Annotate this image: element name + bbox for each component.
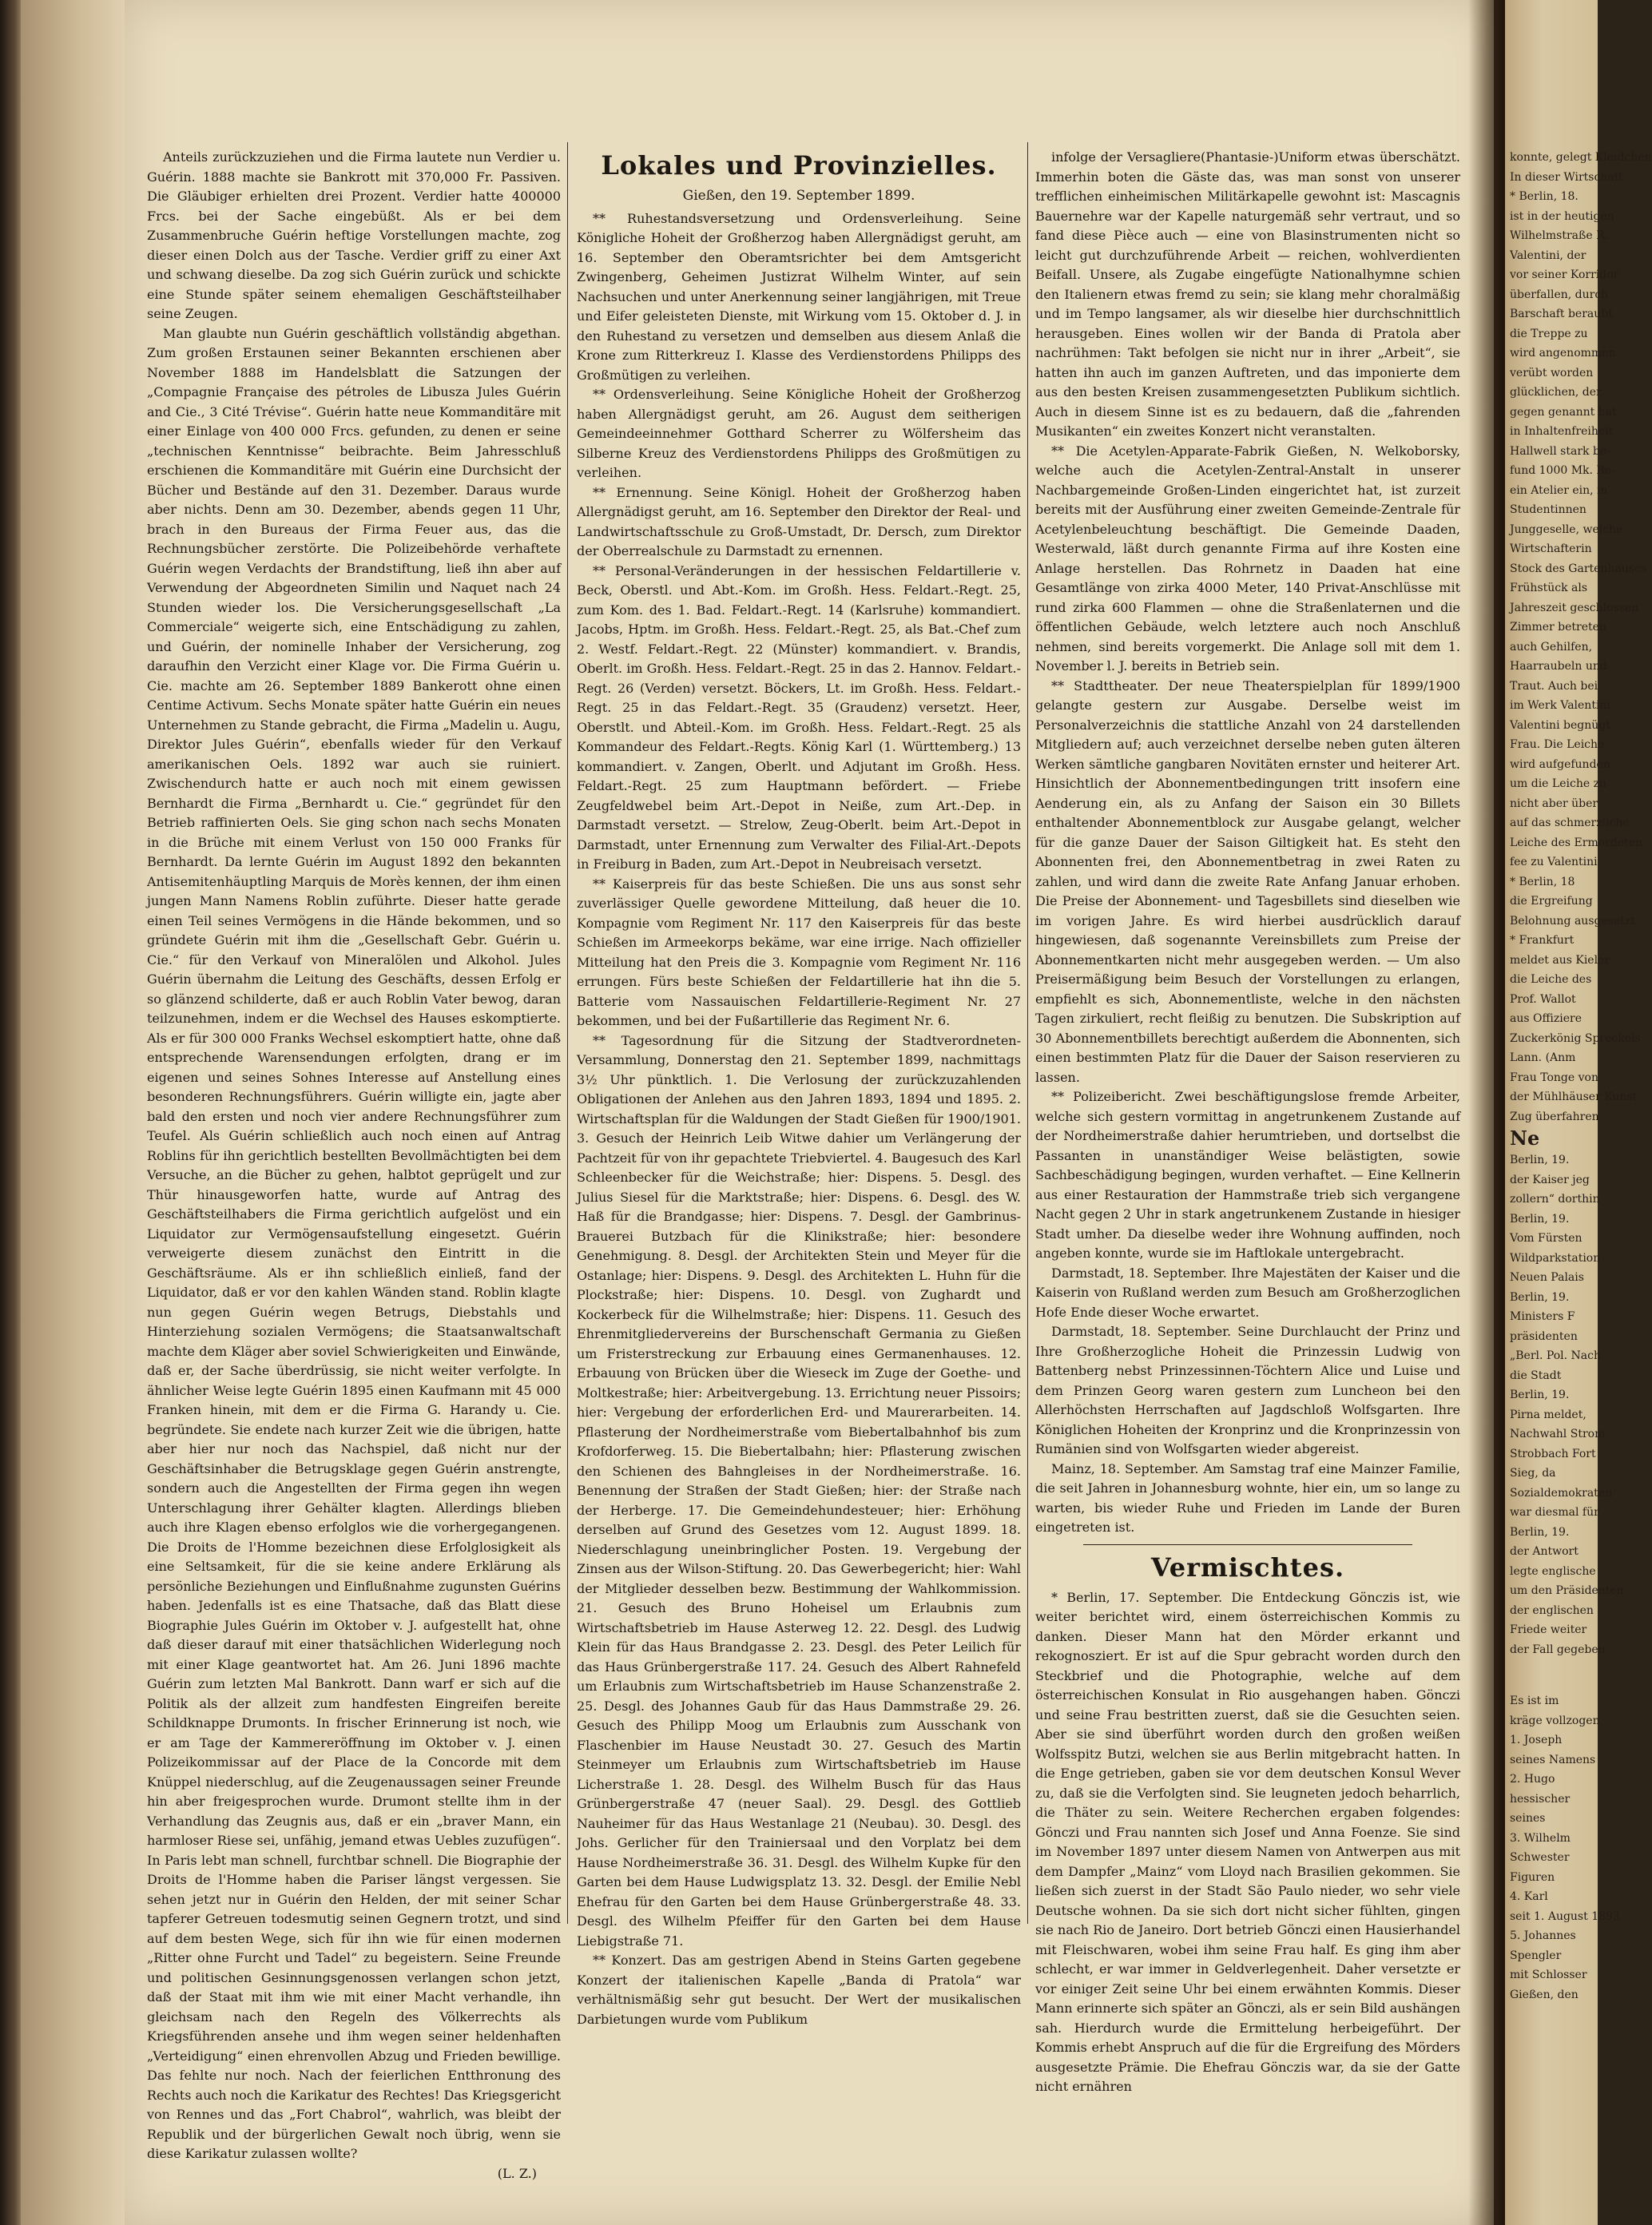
paragraph: Darmstadt, 18. September. Seine Durchlaucht der Prinz und Ihre Großherzogliche Hoheit die Prinzessin Ludwig von Battenberg nebst Prinzessinnen-Töchtern Alice und Luise und dem Prinzen Georg waren gestern zum Luncheon bei den Allerhöchsten Herrschaften auf Jagdschloß Wolfsgarten. Ihre Königlichen Hoheiten der Kronprinz und die Kronprinzessin von Rumänien sind von Wolfsgarten wieder abgereist. xyxy=(1035,1324,1460,1456)
fragment-line: 5. Johannes xyxy=(1510,1929,1576,1942)
fragment-line: mit Schlosser xyxy=(1510,1969,1587,1981)
fragment-line: Barschaft beraubt xyxy=(1510,308,1613,320)
paragraph: ** Polizeibericht. Zwei beschäftigungslose fremde Arbeiter, welche sich gestern vormittag in angetrunkenem Zustande auf der Nordheimerstraße dahier herumtrieben, und dortselbst die Passanten in unanständiger Weise belästigten, sowie Sachbeschädigung begingen, wurden verhaftet. — Eine Kellnerin aus einer Restauration der Hammstraße trieb sich vergangene Nacht gegen 2 Uhr in stark angetrunkenem Zustande in hiesiger Stadt umher. Da dieselbe weder ihre Wohnung auffinden, noch angeben konnte, wurde sie im Haftlokale untergebracht. xyxy=(1035,1089,1460,1261)
fragment-line: Es ist im xyxy=(1510,1695,1559,1707)
fragment-line: Leiche des Ermordeten xyxy=(1510,836,1643,849)
fragment-line: Prof. Wallot xyxy=(1510,992,1576,1006)
paragraph: ** Konzert. Das am gestrigen Abend in Steins Garten gegebene Konzert der italienischen Kapelle „Banda di Pratola“ war verhältnismäßig sehr gut besucht. Der Wert der musikalischen Darbietungen wurde vom Publikum xyxy=(577,1953,1021,2027)
fragment-line: Haarraubeln und xyxy=(1510,660,1607,673)
fragment-line: die Ergreifung xyxy=(1510,895,1593,908)
fragment-line: Stock des Gartenhauses xyxy=(1510,562,1647,575)
fragment-line: um den Präsidenten xyxy=(1510,1584,1624,1597)
fragment-line: vor seiner Korridor xyxy=(1510,268,1619,281)
fragment-line: Jahreszeit geschlossen xyxy=(1510,601,1639,614)
column-2-body xyxy=(577,209,1021,2030)
paragraph: ** Tagesordnung für die Sitzung der Stadtverordneten-Versammlung, Donnerstag den 21. September 1899, nachmittags 3½ Uhr pünktlich. 1. Die Verlosung der zurückzuzahlenden Obligationen der Anlehen aus den Jahren 1893, 1894 und 1895. 2. Wirtschaftsplan für die Waldungen der Stadt Gießen für 1900/1901. 3. Gesuch der Heinrich Leib Witwe dahier um Verlängerung der Pachtzeit für von ihr gepachtete Triebviertel. 4. Baugesuch des Karl Schleenbecker für die Weichstraße; hier: Dispens. 5. Desgl. des Julius Siesel für die Marktstraße; hier: Dispens. 6. Desgl. des W. Haß für die Brandgasse; hier: Dispens. 7. Desgl. der Gambrinus-Brauerei Butzbach für die Klinikstraße; hier: besondere Genehmigung. 8. Desgl. der Architekten Stein und Meyer für die Ostanlage; hier: Dispens. 9. Desgl. des Architekten L. Huhn für die Plockstraße; hier: Dispens. 10. Desgl. von Zughardt und Kockerbeck für die Wilhelmstraße; hier: Dispens. 11. Gesuch des Ehrenmitgliedervereins der Burschenschaft Germania zu Gießen um Fristerstreckung zur Erbauung eines Germanenhauses. 12. Erbauung von Brücken über die Wieseck im Zuge der Goethe- und Moltkestraße; hier: Arbeitvergebung. 13. Errichtung neuer Pissoirs; hier: Vergebung der erforderlichen Erd- und Maurerarbeiten. 14. Pflasterung der Nordheimerstraße vom Biebertalbahnhof bis zum Krofdorferweg. 15. Die Biebertalbahn; hier: Pflasterung zwischen den Schienen des Bahngleises in der Nordheimerstraße. 16. Benennung der Straßen der Stadt Gießen; hier: der Straße nach der Herberge. 17. Die Gemeindehundesteuer; hier: Erhöhung derselben auf Grund des Gesetzes vom 12. August 1899. 18. Niederschlagung uneinbringlicher Posten. 19. Vergebung der Zinsen aus der Wilson-Stiftung. 20. Das Gewerbegericht; hier: Wahl der Mitglieder desselben bezw. Bestimmung der Wahlkommission. 21. Gesuch des Bruno Hoheisel um Erlaubnis zum Wirtschaftsbetrieb im Hause Asterweg 12. 22. Desgl. des Ludwig Klein für das Haus Brandgasse 2. 23. Desgl. des Peter Leilich für das Haus Grünbergerstraße 117. 24. Gesuch des Albert Rahnefeld um Erlaubnis zum Wirtschaftsbetrieb im Hause Schanzenstraße 2. 25. Desgl. des Johannes Gaub für das Haus Dammstraße 29. 26. Gesuch des Philipp Moog um Erlaubnis zum Ausschank von Flaschenbier im Hause Neustadt 30. 27. Gesuch des Martin Steinmeyer um Erlaubnis zum Wirtschaftsbetrieb im Hause Licherstraße 1. 28. Desgl. des Wilhelm Busch für das Haus Grünbergerstraße 47 (neuer Saal). 29. Desgl. des Gottlieb Nauheimer für das Haus Westanlage 21 (Neubau). 30. Desgl. des Johs. Gerlicher für den Trainiersaal und den Vorplatz bei dem Hause Nordheimerstraße 36. 31. Desgl. des Wilhelm Kupke für den Garten bei dem Hause Ludwigsplatz 13. 32. Desgl. der Emilie Nebl Ehefrau für den Garten bei dem Hause Grünbergerstraße 48. 33. Desgl. des Wilhelm Pfeiffer für den Garten bei dem Hause Liebigstraße 71. xyxy=(577,1032,1021,1949)
fragment-line: Zug überfahren xyxy=(1510,1110,1599,1123)
book-binding xyxy=(0,0,21,2225)
fragment-line: fee zu Valentini xyxy=(1510,856,1598,868)
fragment-line: Schwester xyxy=(1510,1851,1570,1864)
fragment-line: Neuen Palais xyxy=(1510,1271,1584,1284)
paragraph: ** Ernennung. Seine Königl. Hoheit der Großherzog haben Allergnädigst geruht, am 16. September den Direktor der Real- und Landwirtschaftsschule zu Groß-Umstadt, Dr. Dersch, zum Direktor der Oberrealschule zu Darmstadt zu ernennen. xyxy=(577,484,1021,558)
left-page-edge xyxy=(21,0,125,2225)
paragraph: * Berlin, 17. September. Die Entdeckung Gönczis ist, wie weiter berichtet wird, einem österreichischen Kommis zu danken. Dieser Mann hat den Mörder erkannt und rekognosziert. Er ist auf die Spur gebracht worden durch den Steckbrief und die Photographie, welche auf dem österreichischen Konsulat in Rio ausgehangen haben. Gönczi und seine Frau bestritten zuerst, daß sie die Gesuchten seien. Aber sie sind überführt worden durch den großen weißen Wolfsspitz Butzi, welchen sie aus Berlin mitgebracht hatten. In die Enge getrieben, gaben sie vor dem deutschen Konsul Wever zu, daß sie die Verfolgten sind. Sie leugneten jedoch beharrlich, die Thäter zu sein. Weitere Recherchen ergaben folgendes: Gönczi und Frau nannten sich Josef und Anna Foenze. Sie sind im November 1897 unter diesem Namen von Antwerpen aus mit dem Dampfer „Mainz“ vom Lloyd nach Brasilien gekommen. Sie ließen sich zuerst in der Stadt São Paulo nieder, wo sehr viele Deutsche wohnen. Da sie sich dort nicht sicher fühlten, gingen sie nach Rio de Janeiro. Dort betrieb Gönczi einen Hausierhandel mit Fleischwaren, wobei ihm seine Frau half. Es ging ihm aber schlecht, er war immer in Geldverlegenheit. Daher versetzte er vor einiger Zeit seine Uhr bei einem erwähnten Kommis. Dieser Mann erinnerte sich später an Gönczi, als er sein Bild aushängen sah. Hierdurch wurde die Ermittelung herbeigeführt. Der Kommis erhebt Anspruch auf die für die Ergreifung des Mörders ausgesetzte Prämie. Die Ehefrau Gönczis war, da sie der Gatte nicht ernähren xyxy=(1035,1589,1460,2094)
fragment-line: Junggeselle, welche xyxy=(1510,522,1623,536)
column-2 xyxy=(577,148,1021,2029)
fragment-line: Zuckerkönig Spreckels xyxy=(1510,1031,1641,1045)
fragment-line: präsidenten xyxy=(1510,1329,1578,1343)
fragment-line: Gießen, den xyxy=(1510,1988,1579,2001)
fragment-line: Ministers F xyxy=(1510,1310,1575,1323)
fragment-line: auf das schmerzliche xyxy=(1510,816,1630,829)
section-title-vermischtes: Vermischtes. xyxy=(1150,1552,1345,1583)
next-page-text xyxy=(1510,148,1652,2004)
fragment-line: Valentini, der xyxy=(1510,248,1586,262)
paragraph: ** Die Acetylen-Apparate-Fabrik Gießen, N. Welkoborsky, welche auch die Acetylen-Zentral-Anstalt in unserer Nachbargemeinde Großen-Linden eingerichtet hat, ist zurzeit bereits mit der Ausführung einer zweiten Gemeinde-Zentrale für Acetylenbeleuchtung beschäftigt. Die Gemeinde Daaden, Westerwald, läßt durch genannte Firma auf ihre Kosten eine Anlage herstellen. Das Rohrnetz in Daaden hat eine Gesamtlänge von zirka 4000 Meter, 140 Privat-Anschlüsse mit rund zirka 600 Flammen — ohne die Straßenlaternen und die öffentlichen Gebäude, welch letztere auch noch Anschluß nehmen, sind bereits vorgemerkt. Die Anlage soll mit dem 1. November l. J. bereits in Betrieb sein. xyxy=(1035,443,1460,673)
fragment-line: Valentini begnügt xyxy=(1510,718,1610,732)
fragment-line: nicht aber über xyxy=(1510,797,1598,810)
fragment-line: der Kaiser jeg xyxy=(1510,1173,1590,1186)
fragment-line: Frühstück als xyxy=(1510,582,1588,594)
fragment-line: um die Leiche zu xyxy=(1510,777,1606,790)
fragment-line: zollern“ dorthin xyxy=(1510,1193,1600,1206)
fragment-line: 2. Hugo xyxy=(1510,1773,1555,1786)
fragment-line: seit 1. August 1893 xyxy=(1510,1909,1620,1923)
fragment-line: 1. Joseph xyxy=(1510,1734,1563,1746)
column-1 xyxy=(147,148,561,2183)
fragment-line: die Stadt xyxy=(1510,1369,1562,1382)
paragraph: infolge der Versagliere(Phantasie-)Uniform etwas überschätzt. Immerhin boten die Gäste das, was man sonst von unserer trefflichen einheimischen Militärkapelle gewohnt ist: Mascagnis Bauernehre war der Kapelle naturgemäß sehr vertraut, und so fand diese Pièce auch — eine von Blasinstrumenten nicht so leicht gut durchzuführende Arbeit — reichen, wohlverdienten Beifall. Unsere, als Zugabe eingefügte Nationalhymne schien den Italienern etwas fremd zu sein; sie klang mehr choralmäßig und im Tempo langsamer, als wir dieselbe hier durchschnittlich herausgeben. Eines wollen wir der Banda di Pratola aber nachrühmen: Takt befolgen sie nicht nur in ihrer „Arbeit“, sie hatten ihn auch im ganzen Auftreten, und das imponierte dem aus den besten Kreisen zusammengesetzten Publikum sichtlich. Auch in diesem Sinne ist es zu bedauern, daß die „fahrenden Musikanten“ ein zweites Konzert nicht veranstalten. xyxy=(1035,149,1460,439)
column-rule-1 xyxy=(567,142,568,1924)
paragraph: ** Ruhestandsversetzung und Ordensverleihung. Seine Königliche Hoheit der Großherzog haben Allergnädigst geruht, am 16. September den Oberamtsrichter bei dem Amtsgericht Zwingenberg, Geheimen Justizrat Wilhelm Winter, auf sein Nachsuchen und unter Anerkennung seiner langjährigen, mit Treue und Eifer geleisteten Dienste, mit Wirkung vom 15. Oktober d. J. in den Ruhestand zu versetzen und demselben aus diesem Anlaß die Krone zum Ritterkreuz I. Klasse des Verdienstordens Philipps des Großmütigen zu verleihen. xyxy=(577,210,1021,383)
fragment-line: die Leiche des xyxy=(1510,973,1592,986)
dateline: Gießen, den 19. September 1899. xyxy=(682,188,915,204)
next-page-fragment xyxy=(1505,0,1652,2225)
section-divider xyxy=(1083,1544,1412,1545)
fragment-line: * Berlin, 18. xyxy=(1510,190,1579,203)
fragment-line: der Antwort xyxy=(1510,1545,1579,1558)
paragraph: Mainz, 18. September. Am Samstag traf eine Mainzer Familie, die seit Jahren in Johannesburg wohnte, hier ein, um so lange zu warten, bis wieder Ruhe und Frieden im Lande der Buren eingetreten ist. xyxy=(1035,1460,1460,1535)
fragment-line: Sieg, da xyxy=(1510,1467,1556,1480)
fragment-line: Zimmer betreten xyxy=(1510,621,1606,634)
column-1-body xyxy=(147,148,561,2164)
article-signature: (L. Z.) xyxy=(497,2165,537,2181)
fragment-line: Figuren xyxy=(1510,1870,1555,1884)
fragment-line: hessischer xyxy=(1510,1792,1571,1806)
fragment-line: Berlin, 19. xyxy=(1510,1525,1570,1539)
fragment-line: fund 1000 Mk. Be- xyxy=(1510,464,1615,477)
fragment-line: Traut. Auch bei xyxy=(1510,679,1598,693)
fragment-line: Berlin, 19. xyxy=(1510,1154,1570,1166)
paragraph: ** Personal-Veränderungen in der hessischen Feldartillerie v. Beck, Oberstl. und Abt.-Kom. im Großh. Hess. Feldart.-Regt. 25, zum Kom. des 1. Bad. Feldart.-Regt. 14 (Karlsruhe) kommandiert. Jacobs, Hptm. im Großh. Hess. Feldart.-Regt. 25, als Bat.-Chef zum 2. Westf. Feldart.-Regt. 22 (Münster) kommandiert. v. Brandis, Oberlt. im Großh. Hess. Feldart.-Regt. 25 in das 2. Hannov. Feldart.-Regt. 26 (Verden) versetzt. Böckers, Lt. im Großh. Hess. Feldart.-Regt. 25 in das Feldart.-Regt. 35 (Graudenz) versetzt. Heer, Oberstlt. und Abteil.-Kom. im Großh. Hess. Feldart.-Regt. 25 als Kommandeur des Feldart.-Regts. König Karl (1. Württemberg.) 13 kommandiert. v. Zangen, Oberlt. und Adjutant im Großh. Hess. Feldart.-Regt. 25 zum Hauptmann befördert. — Friebe Zeugfeldwebel beim Art.-Depot in Neiße, zum Art.-Dep. in Darmstadt versetzt. — Strelow, Zeug-Oberlt. beim Art.-Depot in Darmstadt, unter Ernennung zum Verwalter des Filial-Art.-Depots in Freiburg in Baden, zum Art.-Depot in Neubreisach versetzt. xyxy=(577,562,1021,872)
fragment-line: In dieser Wirtschaft xyxy=(1510,170,1623,184)
fragment-line: Berlin, 19. xyxy=(1510,1290,1570,1304)
fragment-line: konnte, gelegt Kleidchen xyxy=(1510,151,1652,164)
fragment-line: der Fall gegeben xyxy=(1510,1643,1606,1656)
fragment-line: Wirtschafterin xyxy=(1510,542,1592,555)
fragment-line: Wilhelmstraße R. xyxy=(1510,229,1609,242)
paragraph: ** Kaiserpreis für das beste Schießen. Die uns aus sonst sehr zuverlässiger Quelle gewordene Mitteilung, daß heuer die 10. Kompagnie vom Regiment Nr. 117 den Kaiserpreis für das beste Schießen im Armeekorps bekäme, war eine irrige. Nach offizieller Mitteilung hat den Preis die 3. Kompagnie vom Regiment Nr. 116 errungen. Fürs beste Schießen der Feldartillerie hat ihn die 5. Batterie vom Nassauischen Feldartillerie-Regiment Nr. 27 bekommen, und bei der Fußartillerie das Regiment Nr. 6. xyxy=(577,876,1021,1028)
fragment-line: Spengler xyxy=(1510,1949,1562,1962)
fragment-line: überfallen, durch xyxy=(1510,288,1609,301)
fragment-line: Friede weiter xyxy=(1510,1623,1587,1636)
fragment-line: Sozialdemokraten xyxy=(1510,1486,1613,1500)
fragment-line: 4. Karl xyxy=(1510,1890,1548,1903)
fragment-line: Strobbach Fort xyxy=(1510,1447,1596,1460)
gutter-shadow xyxy=(1468,0,1505,2225)
fragment-line: aus Offiziere xyxy=(1510,1012,1583,1025)
paragraph: ** Stadttheater. Der neue Theaterspielplan für 1899/1900 gelangte gestern zur Ausgabe. Derselbe weist im Personalverzeichnis die stattliche Anzahl von 24 darstellenden Mitgliedern auf; auch verzeichnet derselbe neben guten älteren Werken sämtliche gangbaren Novitäten ernster und heiterer Art. Hinsichtlich der Abonnementbedingungen tritt insofern eine Aenderung ein, als zu Anfang der Saison ein 30 Billets enthaltender Abonnementblock zur Ausgabe gelangt, welcher für die ganze Dauer der Saison Giltigkeit hat. Es steht den Abonnenten frei, den Abonnementbetrag in zwei Raten zu zahlen, und wird dann die zweite Rate Anfang Januar erhoben. Die Preise der Abonnement- und Tagesbillets sind dieselben wie im vorigen Jahre. Es wird hierbei ausdrücklich darauf hingewiesen, daß sogenannte Vereinsbillets zum Preise der Abonnementkarten nicht mehr ausgegeben werden. — Um also Preisermäßigung beim Besuch der Vorstellungen zu erlangen, empfiehlt es sich, Abonnementliste, welche in den nächsten Tagen zirkuliert, recht fleißig zu benutzen. Die Subskription auf 30 Abonnementbillets berechtigt außerdem die Abonnenten, sich einen bestimmten Platz für die Dauer der Saison reservieren zu lassen. xyxy=(1035,677,1460,1085)
fragment-line: auch Gehilfen, xyxy=(1510,640,1593,654)
fragment-line: Lann. (Anm xyxy=(1510,1051,1576,1064)
fragment-line: Nachwahl Strom xyxy=(1510,1428,1606,1440)
fragment-line: verübt worden xyxy=(1510,366,1594,379)
fragment-line: Hallwell stark be- xyxy=(1510,444,1610,458)
next-page-heading: Ne xyxy=(1510,1126,1540,1150)
fragment-line: * Frankfurt xyxy=(1510,934,1575,947)
fragment-line: seines xyxy=(1510,1812,1546,1825)
fragment-line: Vom Fürsten xyxy=(1510,1232,1583,1245)
fragment-line: Berlin, 19. xyxy=(1510,1212,1570,1226)
fragment-line: Wildparkstation xyxy=(1510,1251,1601,1265)
column-3-body-vermischtes xyxy=(1035,1588,1460,2097)
fragment-line: Studentinnen xyxy=(1510,503,1586,516)
fragment-line: * Berlin, 18 xyxy=(1510,875,1575,888)
fragment-line: Pirna meldet, xyxy=(1510,1408,1586,1421)
section-title-lokales: Lokales und Provinzielles. xyxy=(601,150,997,181)
fragment-line: seines Namens xyxy=(1510,1753,1596,1766)
fragment-line: im Werk Valentini xyxy=(1510,699,1610,712)
fragment-line: wird aufgefunden xyxy=(1510,757,1610,771)
column-rule-2 xyxy=(1027,142,1028,1924)
column-3 xyxy=(1035,148,1460,2097)
fragment-line: in Inhaltenfreiheit xyxy=(1510,425,1614,438)
fragment-line: der Mühlhäuser Kunst xyxy=(1510,1091,1638,1103)
fragment-line: glücklichen, der xyxy=(1510,386,1602,399)
fragment-line: Berlin, 19. xyxy=(1510,1389,1570,1401)
fragment-line: der englischen xyxy=(1510,1603,1594,1617)
fragment-line: kräge vollzogen xyxy=(1510,1714,1600,1727)
fragment-line: „Berl. Pol. Nach xyxy=(1510,1349,1602,1362)
paragraph: Darmstadt, 18. September. Ihre Majestäten der Kaiser und die Kaiserin von Rußland werden zum Besuch am Großherzoglichen Hofe Ende dieser Woche erwartet. xyxy=(1035,1265,1460,1320)
fragment-line: Belohnung ausgesetzt xyxy=(1510,914,1635,928)
fragment-line: 3. Wilhelm xyxy=(1510,1831,1571,1845)
fragment-line: wird angenommen xyxy=(1510,347,1616,360)
fragment-line: meldet aus Kieler xyxy=(1510,953,1610,967)
fragment-line: Frau Tonge von xyxy=(1510,1071,1598,1084)
fragment-line: ist in der heutigen xyxy=(1510,209,1614,223)
fragment-line: Frau. Die Leiche xyxy=(1510,738,1605,751)
fragment-line: war diesmal für xyxy=(1510,1506,1599,1519)
paragraph: ** Ordensverleihung. Seine Königliche Hoheit der Großherzog haben Allergnädigst geruht, am 26. August dem seitherigen Gemeindeeinnehmer Gotthard Scherrer zu Wölfersheim das Silberne Kreuz des Verdienstordens Philipps des Großmütigen zu verleihen. xyxy=(577,387,1021,480)
fragment-line: die Treppe zu xyxy=(1510,327,1588,340)
fragment-line: legte englische xyxy=(1510,1564,1596,1578)
paragraph: Man glaubte nun Guérin geschäftlich vollständig abgethan. Zum großen Erstaunen seiner Bekannten erschienen aber November 1888 im Handelsblatt die Satzungen der „Compagnie Française des pétroles de Libusza Jules Guérin and Cie., 3 Cité Trévise“. Guérin hatte neue Kommanditäre mit einer Einlage von 400 000 Frcs. gefunden, zu denen er seine „technischen Kenntnisse“ beibrachte. Beim Jahresschluß erschienen die Kommanditäre mit Guérin eine Durchsicht der Bücher und Bestände auf den 31. Dezember. Daraus wurde aber nichts. Denn am 30. Dezember, abends gegen 11 Uhr, brach in den Bureaus der Firma Feuer aus, das die Rechnungsbücher zerstörte. Die Polizeibehörde verhaftete Guérin wegen Verdachts der Brandstiftung, ließ ihn aber auf Verwendung der Abgeordneten Similin und Naquet nach 24 Stunden wieder los. Die Versicherungsgesellschaft „La Commerciale“ weigerte sich, eine Entschädigung zu zahlen, und Guérin, der nominelle Inhaber der Versicherung, zog daraufhin den Verzicht einer Klage vor. Die Firma Guérin u. Cie. machte am 26. September 1889 Bankerott ohne einen Centime Activum. Sechs Monate später hatte Guérin ein neues Unternehmen zu Stande gebracht, die Firma „Madelin u. Augu, Direktor Jules Guérin“, ebenfalls wieder für den Verkauf amerikanischen Oels. 1892 war auch sie ruiniert. Zwischendurch hatte er auch noch mit einem gewissen Bernhardt die Firma „Bernhardt u. Cie.“ gegründet für den Betrieb raffinierten Oels. Sie ging schon nach sechs Monaten in die Brüche mit einem Verlust von 150 000 Franks für Bernhardt. Da lernte Guérin im August 1892 den bekannten Antisemitenhäuptling Marquis de Morès kennen, der ihm einen jungen Mann Namens Roblin zuführte. Dieser hatte gerade einen Teil seines Vermögens in die Hände bekommen, und so gründete Guérin mit ihm die „Gesellschaft Gebr. Guérin u. Cie.“ für den Verkauf von Mineralölen und Alkohol. Jules Guérin übernahm die Leitung des Geschäfts, dessen Erfolg er so glänzend schilderte, daß er auch Roblin Vater bewog, daran teilzunehmen, indem er die Wechsel des Hauses eskomptierte. Als er für 300 000 Franks Wechsel eskomptiert hatte, ohne daß entsprechende Warensendungen erfolgten, drang er im eigenen und seines Sohnes Interesse auf Anstellung eines besonderen Rechnungsführers. Guérin willigte ein, jagte aber bald den ersten und noch vier andere Rechnungsführer zum Teufel. Als Guérin schließlich auch noch einen auf Antrag Roblins für ihn gerichtlich bestellten Bevollmächtigten bei dem Versuche, an die Bücher zu gehen, halbtot geprügelt und zur Thür hinausgeworfen hatte, wurde auf Antrag des Geschäftsteilhabers die Firma gerichtlich aufgelöst und ein Liquidator zur Vermögensaufstellung eingesetzt. Guérin verweigerte diesem zunächst den Eintritt in die Geschäftsräume. Als er ihn schließlich einließ, fand der Liquidator, daß er vor den kahlen Wänden stand. Roblin klagte nun gegen Guérin wegen Betrugs, Diebstahls und Hinterziehung sozialen Vermögens; die Staatsanwaltschaft machte dem Kläger aber soviel Schwierigkeiten und Einwände, daß er, der Sache überdrüssig, sie nicht weiter verfolgte. In ähnlicher Weise legte Guérin 1895 einen Kaufmann mit 45 000 Franken hinein, mit dem er die Firma G. Harandy u. Cie. begründete. Sie endete nach kurzer Zeit wie die übrigen, hatte aber hier nur noch das Nachspiel, daß nicht nur der Geschäftsinhaber die Betrugsklage gegen Guérin anstrengte, sondern auch die Angestellten der Firma gegen ihn wegen Unterschlagung ihrer Gehälter klagten. Allerdings blieben auch ihre Klagen ebenso erfolglos wie die vorhergegangenen. Die Droits de l'Homme bezeichnen diese Erfolglosigkeit als eine Seltsamkeit, für die sie keine andere Erklärung als persönliche Beziehungen und Einflußnahme zugunsten Guérins haben. Jedenfalls ist es eine Thatsache, daß das Blatt diese Biographie Jules Guérin im Oktober v. J. aufgestellt hat, ohne daß dieser darauf mit einer thatsächlichen Widerlegung noch mit einer Klage geantwortet hat. Am 26. Juni 1896 machte Guérin zum letzten Mal Bankrott. Dann warf er sich auf die Politik als der allzeit zum handfesten Eingreifen bereite Schildknappe Drumonts. In frischer Erinnerung ist noch, wie er am Tage der Kammereröffnung im Oktober v. J. einen Polizeikommissar auf der Place de la Concorde mit dem Knüppel niederschlug, auf die Zeugenaussagen seiner Freunde hin aber freigesprochen wurde. Drumont stellte ihm in der Verhandlung das Zeugnis aus, daß er ein „braver Mann, ein harmloser Riese sei, unfähig, jemand etwas Uebles zuzufügen“. In Paris lebt man schnell, furchtbar schnell. Die Biographie der Droits de l'Homme haben die Pariser längst vergessen. Sie sehen jetzt nur in Guérin den Helden, der mit seiner Schar tapferer Getreuen todesmutig seinen Gegnern trotzt, und sind auf dem besten Wege, sich für ihn wie für einen modernen „Ritter ohne Furcht und Tadel“ zu begeistern. Seine Freunde und politischen Gesinnungsgenossen verlangen schon jetzt, daß der Staat mit ihm wie mit einer Macht verhandle, ihn gleichsam nach den Regeln des Völkerrechts als Kriegsführenden ansehe und ihm wegen seiner heldenhaften „Verteidigung“ einen ehrenvollen Abzug und Frieden bewillige. Das fehlte nur noch. Nach der feierlichen Entthronung des Rechts auch noch die Karikatur des Rechtes! Das Kriegsgericht von Rennes und das „Fort Chabrol“, wahrlich, was bleibt der Republik und der bürgerlichen Gewalt noch übrig, wenn sie diese Karikatur zulassen wollte? xyxy=(147,325,561,2161)
paragraph: Anteils zurückzuziehen und die Firma lautete nun Verdier u. Guérin. 1888 machte sie Bankrott mit 370,000 Fr. Passiven. Die Gläubiger erhielten drei Prozent. Verdier hatte 400000 Frcs. bei der Sache eingebüßt. Als er bei dem Zusammenbruche Guérin heftige Vorstellungen machte, zog dieser einen Dolch aus der Tasche. Verdier griff zu einer Axt und schwang dieselbe. Da zog sich Guérin zurück und schickte eine Stunde später seinem ehemaligen Geschäftsteilhaber seine Zeugen. xyxy=(147,149,561,321)
fragment-line: ein Atelier ein, in xyxy=(1510,483,1608,497)
fragment-line: gegen genannt hat xyxy=(1510,405,1617,419)
column-3-body xyxy=(1035,148,1460,1538)
